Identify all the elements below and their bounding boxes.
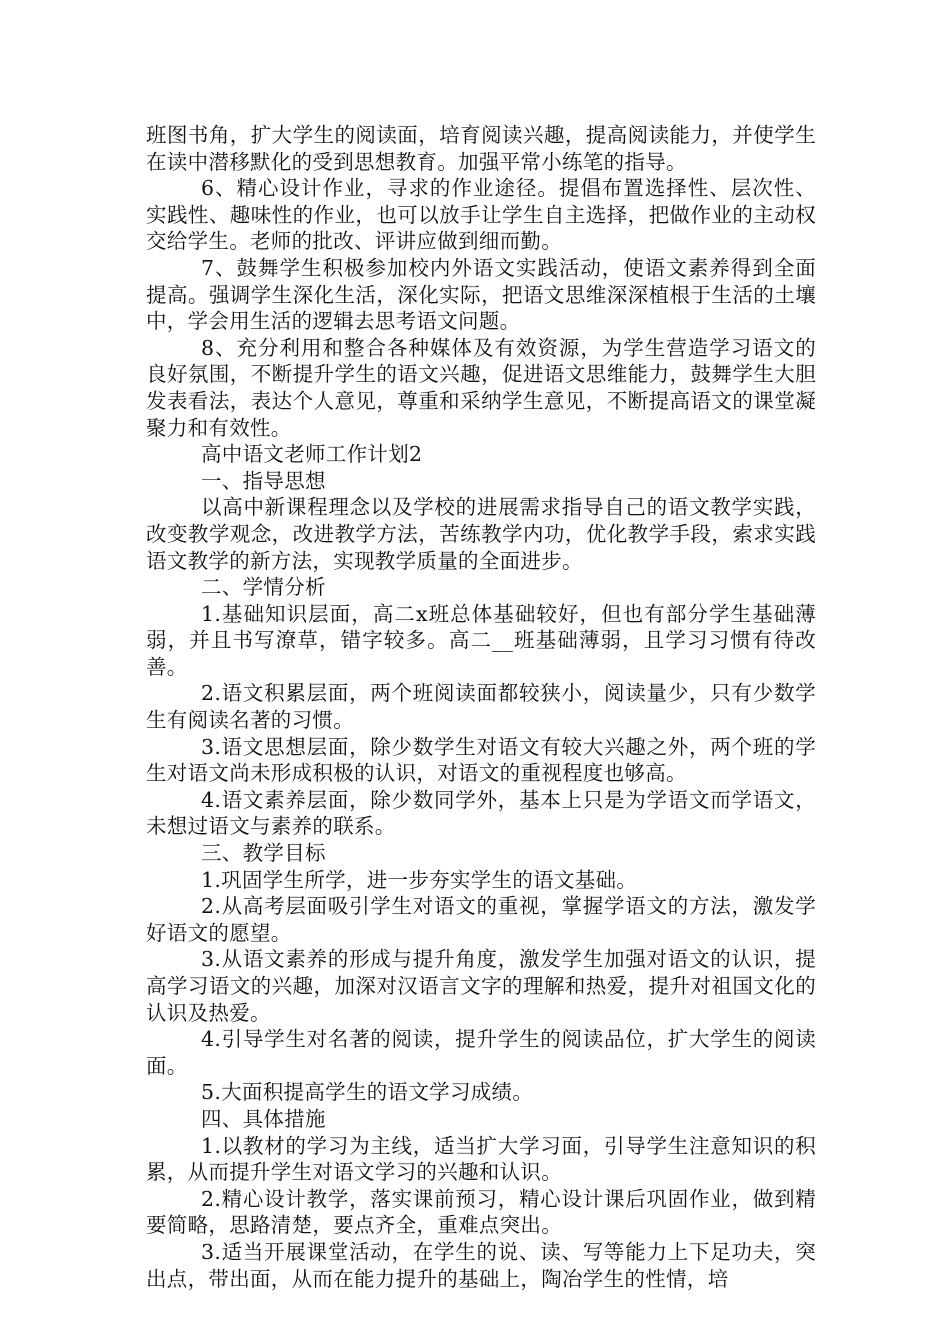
paragraph-10: 2.语文积累层面，两个班阅读面都较狭小，阅读量少，只有少数学生有阅读名著的习惯。 [146, 681, 816, 733]
paragraph-4: 8、充分利用和整合各种媒体及有效资源，为学生营造学习语文的良好氛围，不断提升学生的语文兴趣，促进语文思维能力，鼓舞学生大胆发表看法，表达个人意见，尊重和采纳学生意见，不断提高语文的课堂凝聚力和有效性。 [146, 335, 816, 440]
heading-guiding-ideology: 一、指导思想 [201, 468, 326, 493]
paragraph-16: 3.从语文素养的形成与提升角度，激发学生加强对语文的认识，提高学习语文的兴趣，加深对汉语言文字的理解和热爱，提升对祖国文化的认识及热爱。 [146, 947, 816, 1025]
paragraph-1: 班图书角，扩大学生的阅读面，培育阅读兴趣，提高阅读能力，并使学生在读中潜移默化的受到思想教育。加强平常小练笔的指导。 [146, 123, 816, 174]
paragraph-14: 1.巩固学生所学，进一步夯实学生的语文基础。 [201, 867, 638, 892]
heading-student-analysis: 二、学情分析 [201, 575, 326, 600]
paragraph-3: 7、鼓舞学生积极参加校内外语文实践活动，使语文素养得到全面提高。强调学生深化生活，深化实际，把语文思维深深植根于生活的土壤中，学会用生活的逻辑去思考语文问题。 [146, 255, 816, 334]
paragraph-7: 以高中新课程理念以及学校的进展需求指导自己的语文教学实践，改变教学观念，改进教学方法，苦练教学内功，优化教学手段，索求实践语文教学的新方法，实现教学质量的全面进步。 [146, 495, 816, 573]
paragraph-17: 4.引导学生对名著的阅读，提升学生的阅读品位，扩大学生的阅读面。 [146, 1027, 816, 1078]
paragraph-9: 1.基础知识层面，高二x班总体基础较好，但也有部分学生基础薄弱，并且书写潦草，错字较多。高二__班基础薄弱，且学习习惯有待改善。 [146, 601, 816, 679]
paragraph-18: 5.大面积提高学生的语文学习成绩。 [201, 1080, 534, 1105]
paragraph-12: 4.语文素养层面，除少数同学外，基本上只是为学语文而学语文，未想过语文与素养的联系。 [146, 787, 816, 839]
paragraph-11: 3.语文思想层面，除少数学生对语文有较大兴趣之外，两个班的学生对语文尚未形成积极的认识，对语文的重视程度也够高。 [146, 734, 816, 786]
paragraph-20: 1.以教材的学习为主线，适当扩大学习面，引导学生注意知识的积累，从而提升学生对语文学习的兴趣和认识。 [146, 1133, 816, 1185]
heading-specific-measures: 四、具体措施 [201, 1106, 326, 1131]
paragraph-21: 2.精心设计教学，落实课前预习，精心设计课后巩固作业，做到精要简略，思路清楚，要点齐全，重难点突出。 [146, 1186, 816, 1238]
paragraph-2: 6、精心设计作业，寻求的作业途径。提倡布置选择性、层次性、实践性、趣味性的作业，也可以放手让学生自主选择，把做作业的主动权交给学生。老师的批改、评讲应做到细而勤。 [146, 176, 816, 254]
paragraph-15: 2.从高考层面吸引学生对语文的重视，掌握学语文的方法，激发学好语文的愿望。 [146, 894, 816, 945]
document-page [146, 122, 816, 1292]
section-title: 高中语文老师工作计划2 [201, 442, 423, 467]
paragraph-22: 3.适当开展课堂活动，在学生的说、读、写等能力上下足功夫，突出点，带出面，从而在能力提升的基础上，陶冶学生的性情，培 [146, 1239, 816, 1291]
heading-teaching-goals: 三、教学目标 [201, 841, 326, 866]
